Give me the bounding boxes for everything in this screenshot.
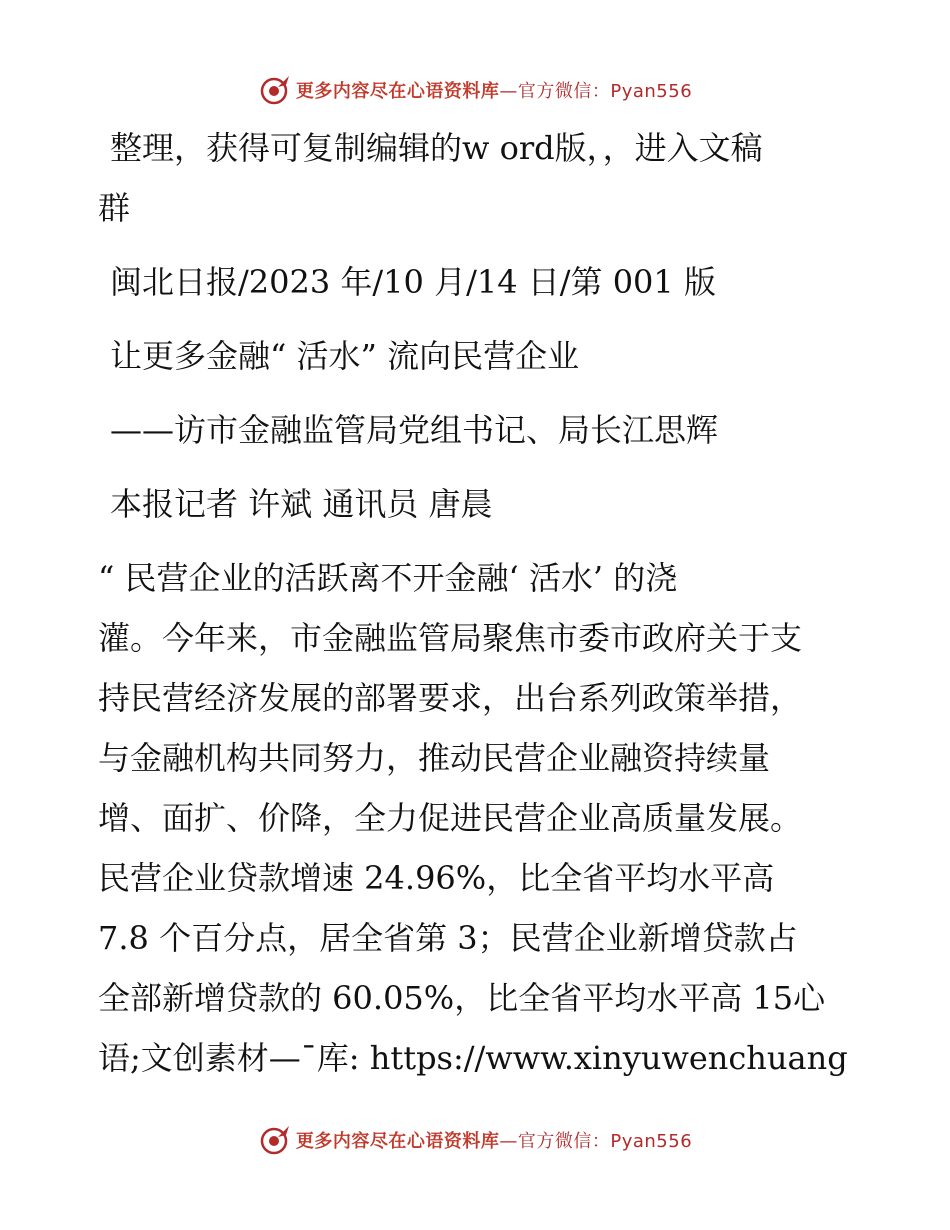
body-line: 持民营经济发展的部署要求，出台系列政策举措，	[98, 679, 803, 717]
watermark-text: 更多内容尽在心语资料库—官方微信：Pyan556	[295, 81, 693, 102]
byline: 本报记者 许斌 通讯员 唐晨	[110, 485, 493, 523]
intro-line-1: 整理，获得可复制编辑的w ord版，，进入文稿	[110, 129, 763, 167]
body-line: 民营企业贷款增速 24.96%，比全省平均水平高	[98, 859, 775, 897]
body-line: 语;文创素材—¯库: https://www.xinyuwenchuang	[98, 1039, 848, 1077]
footer-watermark-banner	[0, 1120, 950, 1160]
quill-circle-icon	[258, 1123, 292, 1157]
body-line: 与金融机构共同努力，推动民营企业融资持续量	[98, 739, 771, 777]
intro-line-2: 群	[98, 189, 131, 227]
body-line: 灌。今年来，市金融监管局聚焦市委市政府关于支	[98, 619, 803, 657]
headline: 让更多金融“ 活水” 流向民营企业	[110, 337, 580, 375]
body-line: 全部新增贷款的 60.05%，比全省平均水平高 15心	[98, 979, 826, 1017]
header-watermark-banner	[0, 70, 950, 110]
document-body	[98, 118, 858, 1088]
body-line: “ 民营企业的活跃离不开金融‘ 活水’ 的浇	[98, 559, 678, 597]
quill-circle-icon	[258, 73, 292, 107]
body-line: 增、面扩、价降，全力促进民营企业高质量发展。	[98, 799, 803, 837]
body-line: 7.8 个百分点，居全省第 3；民营企业新增贷款占	[98, 919, 798, 957]
subheadline: ——访市金融监管局党组书记、局长江思辉	[110, 411, 719, 449]
watermark-text: 更多内容尽在心语资料库—官方微信：Pyan556	[295, 1131, 693, 1152]
dateline: 闽北日报/2023 年/10 月/14 日/第 001 版	[110, 263, 716, 301]
